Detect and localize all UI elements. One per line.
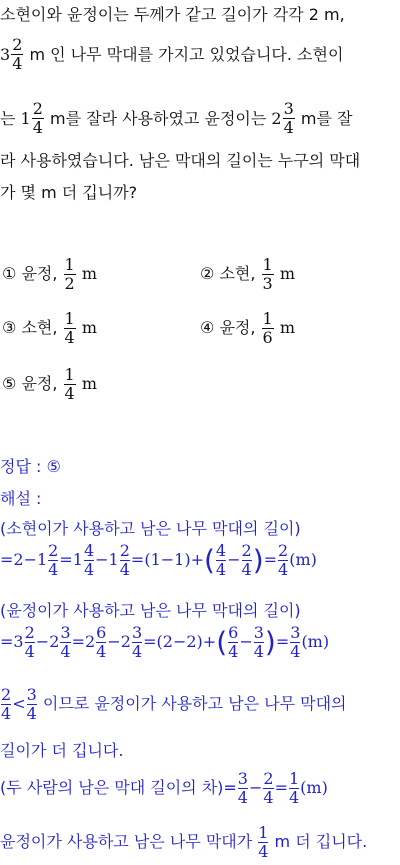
yunjeong-equation: =3 $\frac{2}{4}$ −2 $\frac{3}{4}$ =2 $\frac{6}{4}$ −2 $\frac{3}{4}$ =(2−2)+( $\frac{6}{4}$ − $\frac{3}{4}$ )= $\frac{3}{4}$ (m) xyxy=(0,623,330,661)
answer-label: 정답 : ⑤ xyxy=(0,457,61,476)
diff-line: (두 사람의 남은 막대 길이의 차)= $\frac{3}{4}$ − $\frac{2}{4}$ = $\frac{1}{4}$ (m) xyxy=(0,769,328,807)
mixed-fraction: 1 $\frac{2}{4}$ xyxy=(20,99,43,137)
problem-line-2 xyxy=(0,36,343,73)
sohyun-equation: =2−1 $\frac{2}{4}$ =1 $\frac{4}{4}$ −1 $\frac{2}{4}$ =(1−1)+( $\frac{4}{4}$ − $\frac{2}{4}$ )= $\frac{2}{4}$ (m) xyxy=(0,541,317,579)
problem-line-5: 가 몇 m 더 깁니까? xyxy=(0,183,138,202)
mixed-fraction: 2 $\frac{3}{4}$ xyxy=(271,99,294,137)
sohyun-title: (소현이가 사용하고 남은 나무 막대의 길이) xyxy=(0,519,301,538)
option-4[interactable]: ④ 윤정, $\frac{1}{6}$ m xyxy=(200,309,295,347)
option-5[interactable]: ⑤ 윤정, $\frac{1}{4}$ m xyxy=(2,365,97,403)
whole-number: 3 xyxy=(0,45,11,64)
option-3[interactable]: ③ 소현, $\frac{1}{4}$ m xyxy=(2,309,97,347)
compare-line: $\frac{2}{4}$ < $\frac{3}{4}$ 이므로 윤정이가 사용하고 남은 나무 막대의 xyxy=(1,685,347,723)
explain-label: 해설 : xyxy=(0,489,42,508)
problem-line-3: 는 1 $\frac{2}{4}$ m를 잘라 사용하였고 윤정이는 2 $\frac{3}{4}$ m를 잘 xyxy=(0,99,353,137)
problem-line-1: 소현이와 윤정이는 두께가 같고 길이가 각각 2 m, xyxy=(0,5,345,24)
compare-line-2: 길이가 더 깁니다. xyxy=(0,741,124,760)
mixed-fraction xyxy=(0,36,24,73)
option-2[interactable]: ② 소현, $\frac{1}{3}$ m xyxy=(200,255,295,293)
yunjeong-title: (윤정이가 사용하고 남은 나무 막대의 길이) xyxy=(0,601,301,620)
option-1[interactable]: ① 윤정, $\frac{1}{2}$ m xyxy=(2,255,97,293)
final-line: 윤정이가 사용하고 남은 나무 막대가 $\frac{1}{4}$ m 더 깁니다. xyxy=(0,823,368,861)
problem-text: m 인 나무 막대를 가지고 있었습니다. 소현이 xyxy=(24,45,344,64)
fraction: $\frac{2}{4}$ xyxy=(12,35,23,73)
problem-line-4: 라 사용하였습니다. 남은 막대의 길이는 누구의 막대 xyxy=(0,151,361,170)
